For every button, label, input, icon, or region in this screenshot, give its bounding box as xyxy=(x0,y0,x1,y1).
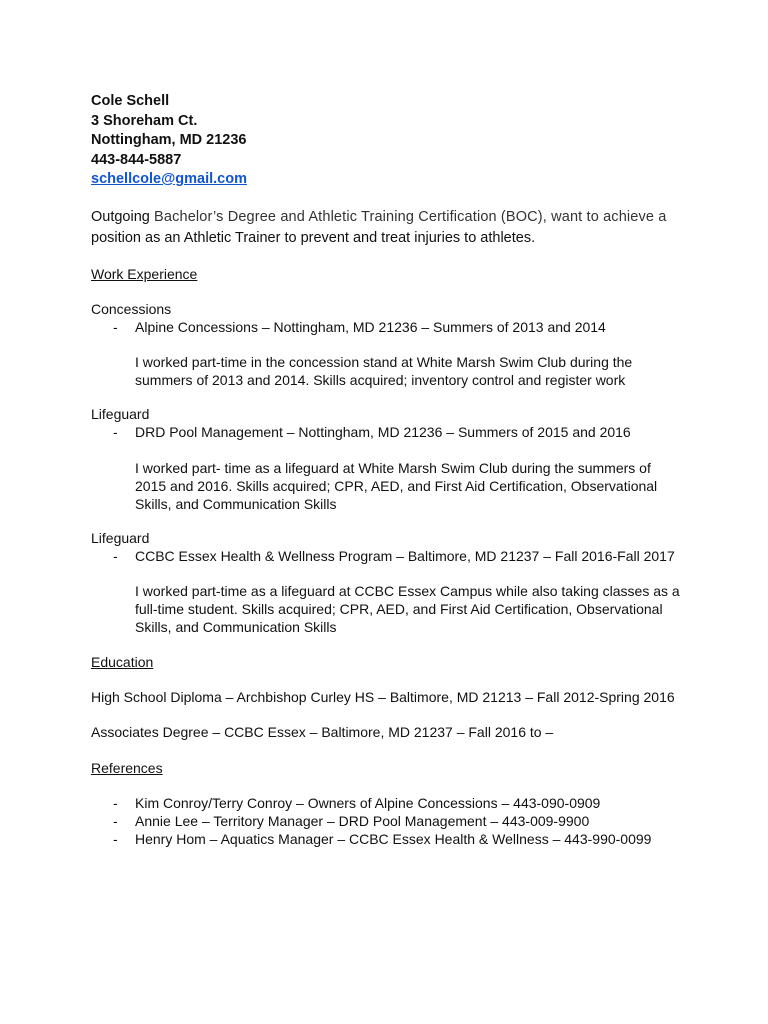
job-employer-line xyxy=(113,547,675,565)
job-employer: DRD Pool Management – Nottingham, MD 21236 – Summers of 2015 and 2016 xyxy=(135,424,631,440)
reference-text: Kim Conroy/Terry Conroy – Owners of Alpine Concessions – 443-090-0909 xyxy=(135,795,601,811)
bullet-dash: - xyxy=(113,319,118,335)
job-description-line: summers of 2013 and 2014. Skills acquired; inventory control and register work xyxy=(135,372,626,388)
bullet-dash: - xyxy=(113,813,118,829)
job-description-line: Skills, and Communication Skills xyxy=(135,496,337,512)
work-experience-heading: Work Experience xyxy=(91,266,198,282)
job-description xyxy=(135,582,695,636)
job-employer-line xyxy=(113,318,606,336)
objective-lead: Outgoing xyxy=(91,209,150,225)
reference-text: Henry Hom – Aquatics Manager – CCBC Essex Health & Wellness – 443-990-0099 xyxy=(135,831,652,847)
references-heading: References xyxy=(91,760,163,776)
education-heading: Education xyxy=(91,654,154,670)
job-description xyxy=(135,459,695,513)
job-description-line: I worked part-time as a lifeguard at CCBC Essex Campus while also taking classes as a xyxy=(135,583,680,599)
contact-phone: 443-844-5887 xyxy=(91,151,182,168)
contact-email-link[interactable]: schellcole@gmail.com xyxy=(91,171,247,187)
contact-street: 3 Shoreham Ct. xyxy=(91,112,198,129)
reference-item xyxy=(113,794,600,812)
bullet-dash: - xyxy=(113,548,118,564)
job-description-line: 2015 and 2016. Skills acquired; CPR, AED, and First Aid Certification, Observational xyxy=(135,478,658,494)
job-title: Lifeguard xyxy=(91,406,150,422)
education-item: High School Diploma – Archbishop Curley HS – Baltimore, MD 21213 – Fall 2012-Spring 2016 xyxy=(91,689,675,705)
education-item: Associates Degree – CCBC Essex – Baltimore, MD 21237 – Fall 2016 to – xyxy=(91,724,554,740)
job-employer: Alpine Concessions – Nottingham, MD 21236 – Summers of 2013 and 2014 xyxy=(135,319,606,335)
job-description-line: Skills, and Communication Skills xyxy=(135,619,337,635)
reference-item xyxy=(113,812,589,830)
reference-text: Annie Lee – Territory Manager – DRD Pool Management – 443-009-9900 xyxy=(135,813,590,829)
job-description-line: I worked part-time in the concession stand at White Marsh Swim Club during the xyxy=(135,354,633,370)
contact-city: Nottingham, MD 21236 xyxy=(91,132,247,148)
objective-line2: position as an Athletic Trainer to prevent and treat injuries to athletes. xyxy=(91,230,536,246)
job-title: Lifeguard xyxy=(91,530,150,546)
contact-name: Cole Schell xyxy=(91,93,170,109)
objective-middle: Bachelor’s Degree and Athletic Training Certification (BOC), want to achieve a xyxy=(149,209,667,225)
bullet-dash: - xyxy=(113,795,118,811)
contact-block xyxy=(91,92,247,190)
job-employer: CCBC Essex Health & Wellness Program – Baltimore, MD 21237 – Fall 2016-Fall 2017 xyxy=(135,548,675,564)
objective-paragraph xyxy=(91,207,691,249)
job-employer-line xyxy=(113,423,631,441)
bullet-dash: - xyxy=(113,424,118,440)
bullet-dash: - xyxy=(113,831,118,847)
job-title: Concessions xyxy=(91,301,172,317)
job-description-line: full-time student. Skills acquired; CPR, AED, and First Aid Certification, Observational xyxy=(135,601,663,617)
job-description xyxy=(135,353,695,389)
reference-item xyxy=(113,830,651,848)
job-description-line: I worked part- time as a lifeguard at White Marsh Swim Club during the summers of xyxy=(135,460,651,476)
